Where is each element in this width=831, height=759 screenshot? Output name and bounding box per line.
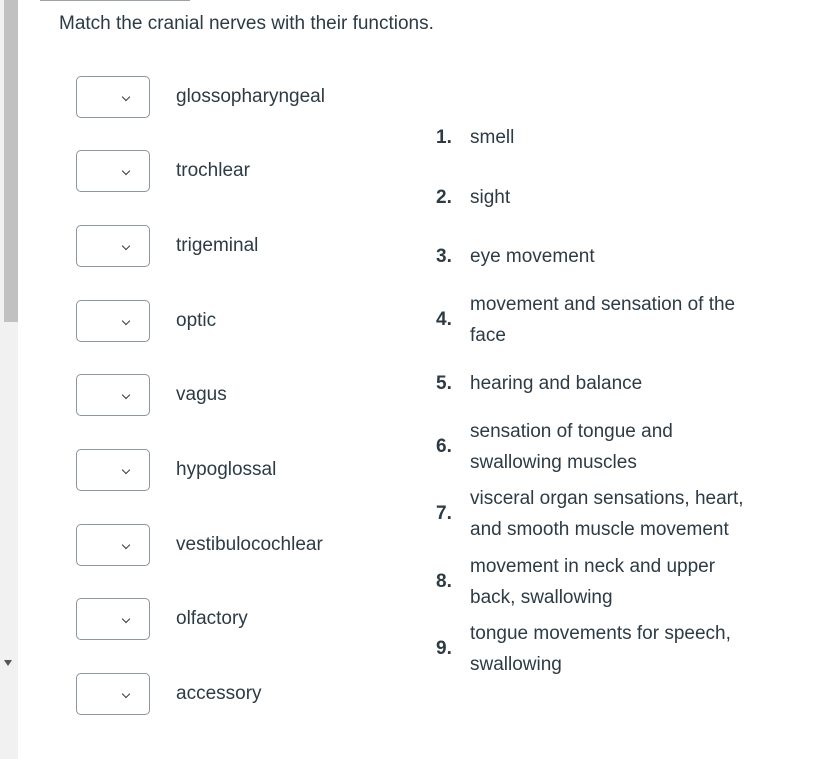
answer-option [436,122,806,153]
scroll-down-arrow-icon[interactable] [4,660,12,666]
chevron-down-icon [122,690,130,698]
term-label: accessory [176,683,262,704]
divider [40,0,190,1]
answer-text: hearing and balance [470,373,643,394]
answer-option [436,182,806,213]
scrollbar-thumb[interactable] [4,0,18,322]
answer-text: smell [470,127,515,148]
term-label: vestibulocochlear [176,534,323,555]
answer-select-vestibulocochlear[interactable] [76,524,150,566]
answer-select-optic[interactable] [76,300,150,342]
answer-number: 8. [436,571,452,592]
answer-option [436,483,806,545]
match-row [76,374,406,420]
answer-option [436,241,806,272]
answer-text: movement and sensation of the face [470,294,736,346]
answer-text: tongue movements for speech, swallowing [470,623,731,675]
answer-number: 4. [436,309,452,330]
term-label: glossopharyngeal [176,86,325,107]
chevron-down-icon [122,541,130,549]
answer-select-trigeminal[interactable] [76,225,150,267]
match-row [76,225,406,271]
page-scrollbar[interactable] [0,0,18,759]
term-label: trigeminal [176,235,259,256]
answer-number: 9. [436,638,452,659]
answer-select-vagus[interactable] [76,374,150,416]
term-label: hypoglossal [176,459,277,480]
answer-number: 5. [436,372,452,394]
answer-option [436,551,806,613]
match-row [76,449,406,495]
chevron-down-icon [122,242,130,250]
match-row [76,300,406,346]
term-label: optic [176,310,217,331]
chevron-down-icon [122,391,130,399]
answer-select-olfactory[interactable] [76,598,150,640]
chevron-down-icon [122,93,130,101]
term-label: vagus [176,384,227,405]
answer-select-hypoglossal[interactable] [76,449,150,491]
chevron-down-icon [122,317,130,325]
answer-option [436,416,806,478]
answer-text: sensation of tongue and swallowing muscles [470,421,673,473]
answer-option [436,368,806,399]
answer-select-accessory[interactable] [76,673,150,715]
question-text: Match the cranial nerves with their functions. [59,13,434,34]
answer-number: 3. [436,245,452,267]
answer-text: sight [470,187,511,208]
answer-number: 6. [436,436,452,457]
answer-option [436,289,806,351]
answer-text: visceral organ sensations, heart, and smooth muscle movement [470,488,744,540]
chevron-down-icon [122,466,130,474]
answer-select-trochlear[interactable] [76,150,150,192]
chevron-down-icon [122,615,130,623]
answer-number: 1. [436,126,452,148]
term-label: olfactory [176,608,248,629]
answer-text: movement in neck and upper back, swallowing [470,556,716,608]
answer-option [436,618,806,680]
term-label: trochlear [176,160,250,181]
answer-text: eye movement [470,246,595,267]
match-row [76,150,406,196]
chevron-down-icon [122,167,130,175]
answer-number: 2. [436,186,452,208]
answer-number: 7. [436,503,452,524]
match-row [76,524,406,570]
match-row [76,76,406,122]
answer-select-glossopharyngeal[interactable] [76,76,150,118]
match-row [76,673,406,719]
match-row [76,598,406,644]
